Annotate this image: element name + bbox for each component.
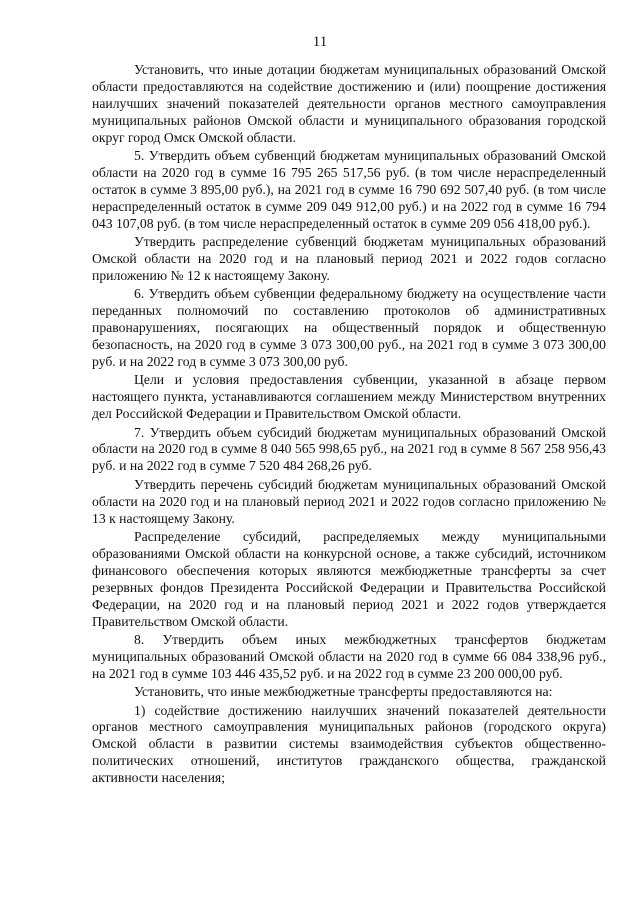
paragraph: Распределение субсидий, распределяемых между муниципальными образованиями Омской области на конкурсной основе, а также субсидий, источником финансового обеспечения которых являются межбюджетные трансферты за счет резервных фондов Президента Российской Федерации и Правительства Российской Федерации, на 2020 год и на плановый период 2021 и 2022 годов утверждается Правительством Омской области. [92,528,606,629]
paragraph: 6. Утвердить объем субвенции федеральному бюджету на осуществление части переданных полномочий по составлению протоколов об административных правонарушениях, посягающих на общественный порядок и общественную безопасность, на 2020 год в сумме 3 073 300,00 руб., на 2021 год в сумме 3 073 300,00 руб. и на 2022 год в сумме 3 073 300,00 руб. [92,286,606,369]
paragraph: 1) содействие достижению наилучших значений показателей деятельности органов местного самоуправления муниципальных районов (городского округа) Омской области в развитии системы взаимодействия субъектов общественно-политических отношений, институтов гражданского общества, гражданской активности населения; [92,702,606,786]
body-text [92,62,606,789]
paragraph: Утвердить перечень субсидий бюджетам муниципальных образований Омской области на 2020 год и на плановый период 2021 и 2022 годов согласно приложению № 13 к настоящему Закону. [92,476,606,526]
paragraph: Утвердить распределение субвенций бюджетам муниципальных образований Омской области на 2020 год и на плановый период 2021 и 2022 годов согласно приложению № 12 к настоящему Закону. [92,234,606,283]
paragraph: Цели и условия предоставления субвенции, указанной в абзаце первом настоящего пункта, устанавливаются соглашением между Министерством внутренних дел Российской Федерации и Правительством Омской области. [92,372,606,422]
paragraph: Установить, что иные межбюджетные трансферты предоставляются на: [134,684,553,700]
page-number: 11 [312,34,328,50]
paragraph: 7. Утвердить объем субсидий бюджетам муниципальных образований Омской области на 2020 год в сумме 8 040 565 998,65 руб., на 2021 год в сумме 8 567 258 956,43 руб. и на 2022 год в сумме 7 520 484 268,26 руб. [92,424,606,474]
paragraph: 8. Утвердить объем иных межбюджетных трансфертов бюджетам муниципальных образований Омской области на 2020 год в сумме 66 084 338,96 руб., на 2021 год в сумме 103 446 435,52 руб. и на 2022 год в сумме 23 200 000,00 руб. [92,631,606,681]
paragraph: 5. Утвердить объем субвенций бюджетам муниципальных образований Омской области на 2020 год в сумме 16 795 265 517,56 руб. (в том числе нераспределенный остаток в сумме 3 895,00 руб.), на 2021 год в сумме 16 790 692 507,40 руб. (в том числе нераспределенный остаток в сумме 209 049 912,00 руб.) и на 2022 год в сумме 16 794 043 107,08 руб. (в том числе нераспределенный остаток в сумме 209 056 418,00 руб.). [92,148,606,231]
paragraph: Установить, что иные дотации бюджетам муниципальных образований Омской области предоставляются на содействие достижению и (или) поощрение достижения наилучших значений показателей деятельности органов местного самоуправления муниципальных районов Омской области и муниципального образования городской округ город Омск Омской области. [92,62,606,145]
